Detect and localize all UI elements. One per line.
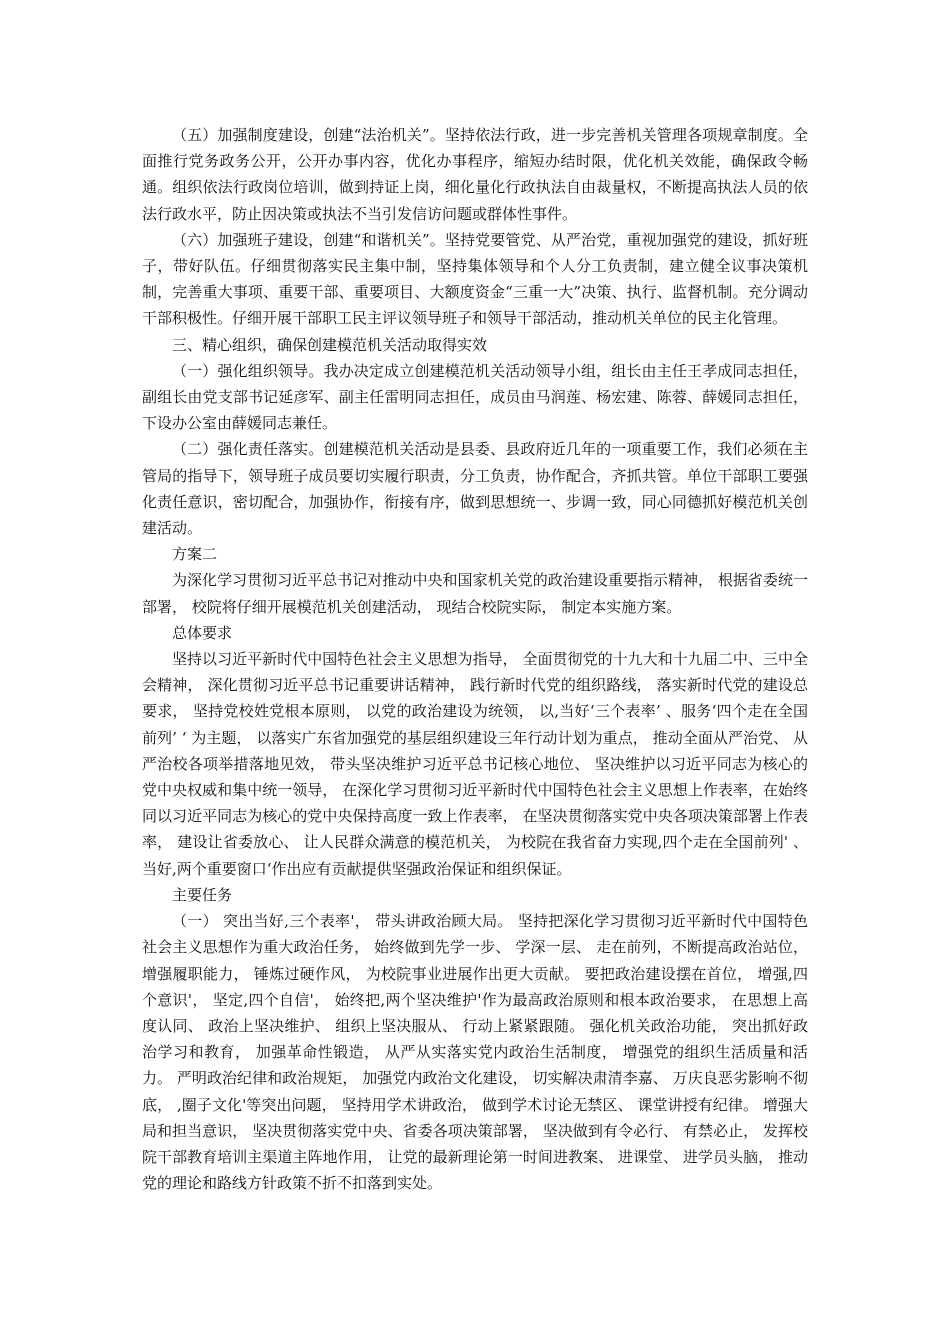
section-heading-three: 三、精心组织，确保创建模范机关活动取得实效 bbox=[172, 335, 488, 354]
paragraph-five-rule-of-law: （五）加强制度建设，创建“法治机关”。坚持依法行政，进一步完善机关管理各项规章制度。全面推行党务政务公开，公开办事内容，优化办事程序，缩短办结时限，优化机关效能，确保政令畅通。组织依法行政岗位培训，做到持证上岗，细化量化行政执法自由裁量权，不断提高执法人员的依法行政水平，防止因决策或执法不当引发信访问题或群体性事件。 bbox=[142, 126, 808, 223]
paragraph-six-team-building: （六）加强班子建设，创建“和谐机关”。坚持党要管党、从严治党，重视加强党的建设，抓好班子，带好队伍。仔细贯彻落实民主集中制，坚持集体领导和个人分工负责制，建立健全议事决策机制，完善重大事项、重要干部、重要项目、大额度资金“三重一大”决策、执行、监督机制。充分调动干部积极性。仔细开展干部职工民主评议领导班子和领导干部活动，推动机关单位的民主化管理。 bbox=[142, 230, 808, 328]
paragraph-organization-leadership: （一）强化组织领导。我办决定成立创建模范机关活动领导小组，组长由主任王孝成同志担任，副组长由党支部书记延彦军、副主任雷明同志担任，成员由马润莲、杨宏建、陈蓉、薛媛同志担任，下设办公室由薛媛同志兼任。 bbox=[142, 361, 808, 433]
heading-main-tasks: 主要任务 bbox=[172, 885, 233, 904]
paragraph-overall-requirements: 坚持以习近平新时代中国特色社会主义思想为指导， 全面贯彻党的十九大和十九届二中、三中全会精神， 深化贯彻习近平总书记重要讲话精神， 践行新时代党的组织路线， 落实新时代党的建设总要求， 坚持党校姓党根本原则， 以党的政治建设为统领， 以,当好‘三个表率’ 、服务‘四个走在全国前列’ ‘ 为主题， 以落实广东省加强党的基层组织建设三年行动计划为重点， 推动全面从严治党、 从严治校各项举措落地见效， 带头坚决维护习近平总书记核心地位、 坚决维护以习近平同志为核心的党中央权威和集中统一领导， 在深化学习贯彻习近平新时代中国特色社会主义思想上作表率，在始终同以习近平同志为核心的党中央保持高度一致上作表率， 在坚决贯彻落实党中央各项决策部署上作表率， 建设让省委放心、 让人民群众满意的模范机关， 为校院在我省奋力实现,四个走在全国前列' 、 当好,两个重要窗口‘作出应有贡献提供坚强政治保证和组织保证。 bbox=[142, 650, 808, 878]
paragraph-task-one: （一） 突出当好,三个表率'， 带头讲政治顾大局。 坚持把深化学习贯彻习近平新时代中国特色社会主义思想作为重大政治任务， 始终做到先学一步、 学深一层、 走在前列，不断提高政治站位， 增强履职能力， 锤炼过硬作风， 为校院事业进展作出更大贡献。 要把政治建设摆在首位， 增强,四个意识'， 坚定,四个自信'， 始终把,两个坚决维护'作为最高政治原则和根本政治要求， 在思想上高度认同、 政治上坚决维护、 组织上坚决服从、 行动上紧紧跟随。 强化机关政治功能， 突出抓好政治学习和教育， 加强革命性锻造， 从严从实落实党内政治生活制度， 增强党的组织生活质量和活力。 严明政治纪律和政治规矩， 加强党内政治文化建设， 切实解决肃清李嘉、 万庆良恶劣影响不彻底， ,圈子文化'等突出问题， 坚持用学术讲政治， 做到学术讨论无禁区、 课堂讲授有纪律。 增强大局和担当意识， 坚决贯彻落实党中央、省委各项决策部署， 坚决做到有令必行、 有禁必止， 发挥校院干部教育培训主渠道主阵地作用， 让党的最新理论第一时间进教案、 进课堂、 进学员头脑， 推动党的理论和路线方针政策不折不扣落到实处。 bbox=[142, 912, 808, 1193]
paragraph-plan-intro: 为深化学习贯彻习近平总书记对推动中央和国家机关党的政治建设重要指示精神， 根据省委统一部署， 校院将仔细开展模范机关创建活动， 现结合校院实际， 制定本实施方案。 bbox=[142, 571, 808, 616]
heading-overall-requirements: 总体要求 bbox=[172, 623, 233, 642]
heading-plan-two: 方案二 bbox=[172, 545, 218, 564]
document-body bbox=[142, 122, 808, 1196]
paragraph-responsibility: （二）强化责任落实。创建模范机关活动是县委、县政府近几年的一项重要工作，我们必须在主管局的指导下，领导班子成员要切实履行职责，分工负责，协作配合，齐抓共管。单位干部职工要强化责任意识，密切配合，加强协作，衔接有序，做到思想统一、步调一致，同心同德抓好模范机关创建活动。 bbox=[142, 440, 808, 538]
